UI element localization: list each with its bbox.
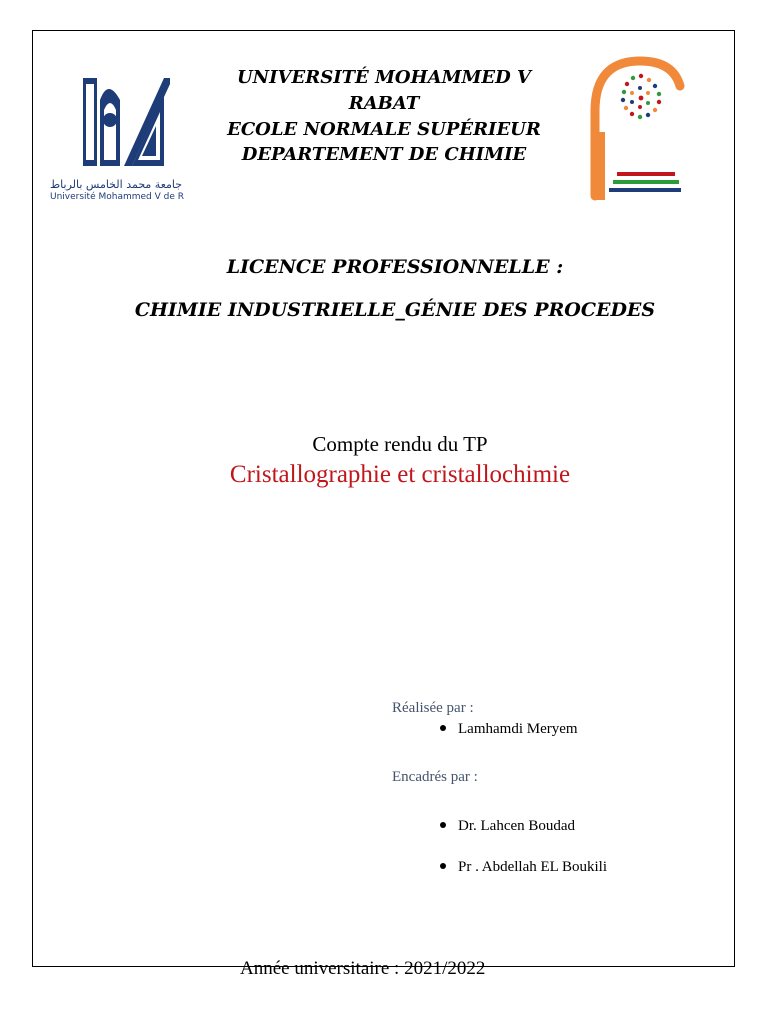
- supervisor-name: Pr . Abdellah EL Boukili: [458, 859, 608, 875]
- logo-arabic-text: جامعة محمد الخامس بالرباط: [50, 178, 183, 191]
- university-name: UNIVERSITÉ MOHAMMED V: [236, 67, 531, 88]
- ens-arch-emblem-icon: [585, 56, 685, 201]
- department-name: DEPARTEMENT DE CHIMIE: [241, 144, 527, 165]
- supervisor-name: Dr. Lahcen Boudad: [458, 818, 576, 834]
- university-city: RABAT: [348, 93, 420, 114]
- bullet-icon: [440, 863, 446, 869]
- author-name: Lamhamdi Meryem: [458, 721, 578, 737]
- supervisor-item: [440, 818, 575, 835]
- author-item: [440, 721, 578, 738]
- authors-label: Réalisée par :: [392, 700, 474, 716]
- academic-year: Année universitaire : 2021/2022: [240, 958, 486, 979]
- supervisor-item: [440, 859, 607, 876]
- program-specialty: CHIMIE INDUSTRIELLE_GÉNIE DES PROCEDES: [134, 299, 656, 321]
- report-title: Cristallographie et cristallochimie: [229, 461, 571, 488]
- supervisors-label: Encadrés par :: [392, 769, 478, 785]
- bullet-icon: [440, 822, 446, 828]
- school-name: ECOLE NORMALE SUPÉRIEUR: [227, 119, 541, 140]
- report-subtitle: Compte rendu du TP: [312, 432, 488, 456]
- bullet-icon: [440, 725, 446, 731]
- program-title: LICENCE PROFESSIONNELLE :: [226, 256, 564, 278]
- logo-latin-text: Université Mohammed V de R: [50, 192, 184, 202]
